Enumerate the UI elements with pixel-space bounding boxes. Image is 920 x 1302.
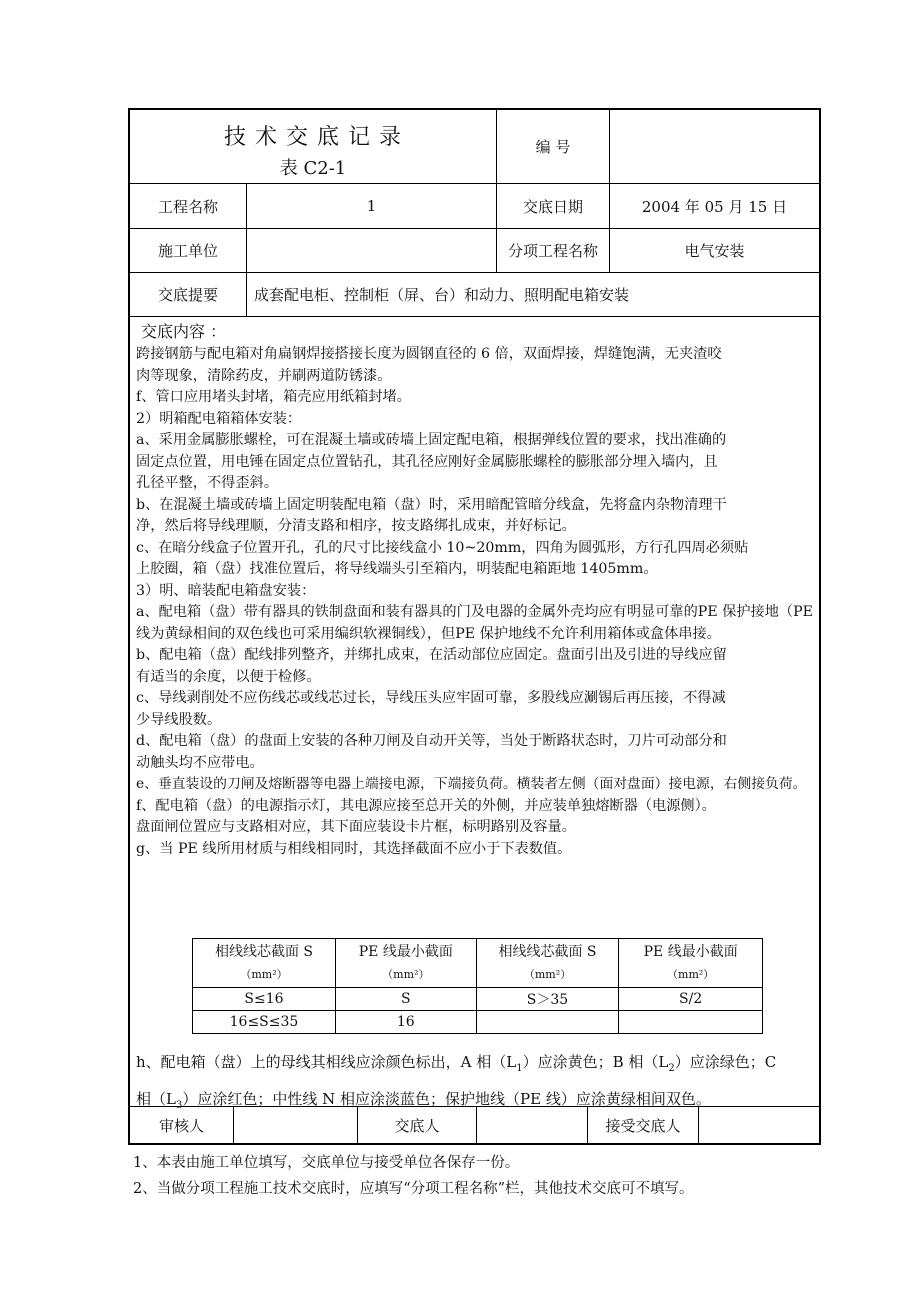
receiver-value[interactable]: [699, 1107, 819, 1143]
content-line: g、当 PE 线所用材质与相线相同时，其选择截面不应小于下表数值。: [136, 840, 572, 857]
table-header-cell: 相线线芯截面 S （mm²）: [476, 939, 619, 988]
content-line: 净，然后将导线理顺，分清支路和相序，按支路绑扎成束，并好标记。: [136, 518, 576, 534]
table-row: [193, 1011, 763, 1034]
content-line: 3）明、暗装配电箱盘安装：: [136, 582, 316, 599]
date-label: 交底日期: [522, 197, 583, 216]
subproject-value[interactable]: 电气安装: [684, 242, 745, 260]
color-rule-text: h、配电箱（盘）上的母线其相线应涂颜色标出，A 相$(L_1)$应涂黄色；B 相$(L_2)$应涂绿色；C 相$(L_3)$应涂红色；中性线 N 相应涂淡蓝色；保护地线（PE 线）应涂黄绿相间双色。: [136, 1053, 777, 1111]
form-title: 技 术 交 底 记 录: [224, 125, 402, 150]
date-value[interactable]: 2004 年 05 月 15 日: [641, 197, 788, 216]
number-value[interactable]: [610, 110, 819, 183]
summary-label: 交底提要: [157, 286, 218, 304]
table-row: [193, 988, 763, 1011]
content-line: c、导线剥削处不应伤线芯或线芯过长，导线压头应牢固可靠，多股线应涮锡后再压接，不得减: [136, 690, 726, 706]
content-line: 有适当的余度，以便于检修。: [136, 668, 321, 685]
project-name-label: 工程名称: [157, 197, 218, 216]
content-line: 少导线股数。: [136, 711, 222, 728]
table-cell: S＞35: [476, 988, 619, 1011]
content-line: f、管口应用堵头封堵，箱壳应用纸箱封堵。: [136, 389, 411, 405]
pe-section-table: [192, 938, 763, 1034]
number-label: 编 号: [535, 138, 571, 156]
disclosure-form: [128, 108, 821, 1145]
table-cell: [619, 1011, 763, 1034]
row-divider: [130, 316, 819, 317]
project-name-value[interactable]: 1: [366, 197, 377, 215]
content-line: c、在暗分线盒子位置开孔，孔的尺寸比接线盒小 10~20mm，四角为圆弧形，方行孔四周必须贴: [136, 539, 749, 556]
content-line: a、配电箱（盘）带有器具的铁制盘面和装有器具的门及电器的金属外壳均应有明显可靠的PE 保护接地（PE: [136, 604, 814, 620]
content-line: d、配电箱（盘）的盘面上安装的各种刀闸及自动开关等，当处于断路状态时，刀片可动部分和: [136, 733, 727, 749]
discloser-label: 交底人: [394, 1116, 440, 1135]
content-line: 上胶圈，箱（盘）找准位置后，将导线端头引至箱内，明装配电箱距地 1405mm。: [136, 561, 658, 577]
content-line: 2）明箱配电箱箱体安装：: [136, 410, 302, 427]
content-line: 肉等现象，清除药皮，并刷两道防锈漆。: [136, 367, 392, 384]
content-line: 孔径平整，不得歪斜。: [136, 475, 278, 491]
table-cell: 16: [335, 1011, 476, 1034]
table-cell: S≤16: [193, 988, 336, 1011]
subproject-label: 分项工程名称: [507, 242, 598, 260]
content-line: b、配电箱（盘）配线排列整齐，并绑扎成束，在活动部位应固定。盘面引出及引进的导线应留: [136, 647, 727, 663]
content-line: b、在混凝土墙或砖墙上固定明装配电箱（盘）时，采用暗配管暗分线盒，先将盒内杂物清理干: [136, 496, 727, 513]
receiver-label: 接受交底人: [605, 1116, 681, 1135]
content-line: e、垂直装设的刀闸及熔断器等电器上端接电源，下端接负荷。横装者左侧（面对盘面）接电源，右侧接负荷。: [136, 776, 807, 792]
reviewer-label: 审核人: [158, 1116, 204, 1135]
table-header-cell: PE 线最小截面 （mm²）: [335, 939, 476, 988]
content-line: 固定点位置，用电锤在固定点位置钻孔，其孔径应刚好金属膨胀螺栓的膨胀部分埋入墙内，且: [136, 453, 718, 470]
table-cell: S: [335, 988, 476, 1011]
content-lines: [136, 344, 813, 860]
discloser-value[interactable]: [477, 1107, 587, 1143]
summary-value[interactable]: 成套配电柜、控制柜（屏、台）和动力、照明配电箱安装: [254, 286, 630, 304]
content-heading: 交底内容 ：: [141, 322, 227, 341]
footnote: 2、当做分项工程施工技术交底时，应填写“分项工程名称”栏，其他技术交底可不填写。: [133, 1181, 694, 1197]
content-line: 动触头均不应带电。: [136, 754, 264, 771]
footnote: 1、本表由施工单位填写，交底单位与接受单位各保存一份。: [133, 1155, 520, 1171]
content-line: 盘面闸位置应与支路相对应，其下面应装设卡片框，标明路别及容量。: [136, 819, 576, 835]
content-line: 线为黄绿相间的双色线也可采用编织软裸铜线），但PE 保护地线不允许利用箱体或盒体串接。: [136, 625, 721, 642]
disclosure-content: [136, 320, 813, 860]
form-code: 表 C2-1: [279, 158, 347, 179]
table-cell: S/2: [619, 988, 763, 1011]
table-header-cell: 相线线芯截面 S （mm²）: [193, 939, 336, 988]
table-cell: 16≤S≤35: [193, 1011, 336, 1034]
content-line: f、配电箱（盘）的电源指示灯，其电源应接至总开关的外侧，并应装单独熔断器（电源侧）。: [136, 797, 716, 814]
contractor-label: 施工单位: [157, 242, 218, 260]
content-line: a、采用金属膨胀螺栓，可在混凝土墙或砖墙上固定配电箱，根据弹线位置的要求，找出准确的: [136, 432, 727, 448]
table-cell: [476, 1011, 619, 1034]
contractor-value[interactable]: [247, 229, 496, 272]
content-line: 跨接钢筋与配电箱对角扁钢焊接搭接长度为圆钢直径的 6 倍，双面焊接，焊缝饱满，无夹渣咬: [136, 346, 722, 362]
reviewer-value[interactable]: [234, 1107, 357, 1143]
footnotes: [133, 1150, 694, 1202]
table-header-cell: PE 线最小截面 （mm²）: [619, 939, 763, 988]
